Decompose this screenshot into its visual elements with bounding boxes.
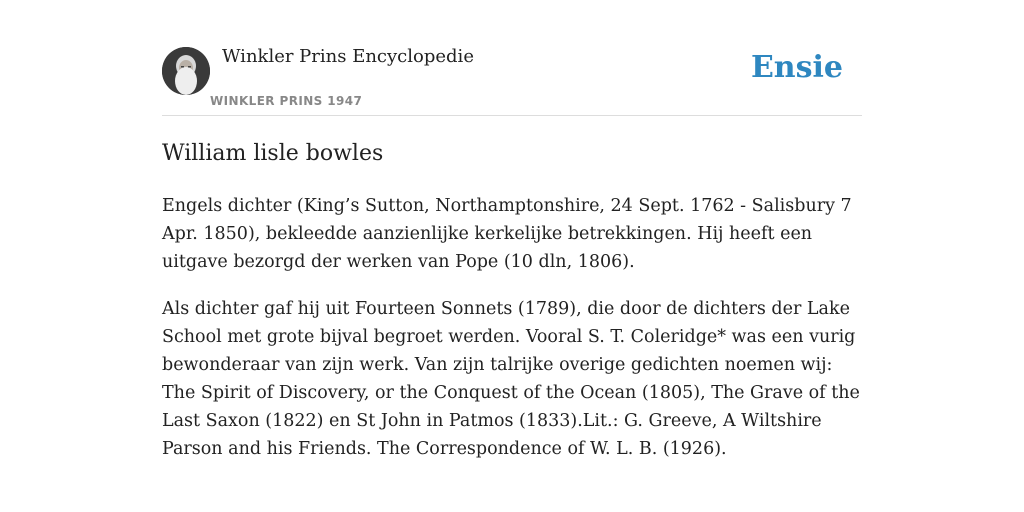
page: [162, 0, 862, 459]
source-subtitle[interactable]: WINKLER PRINS 1947: [210, 94, 363, 108]
bearded-man-portrait-icon: [162, 47, 210, 95]
source-title[interactable]: Winkler Prins Encyclopedie: [222, 46, 474, 67]
brand-logo[interactable]: Ensie: [750, 50, 843, 85]
article-title: William lisle bowles: [162, 141, 384, 166]
article-body: [162, 192, 862, 482]
article-paragraph: Engels dichter (King’s Sutton, Northamptonshire, 24 Sept. 1762 - Salisbury 7 Apr. 1850), bekleedde aanzienlijke kerkelijke betrekkingen. Hij heeft een uitgave bezorgd der werken van Pope (10 dln, 1806).: [162, 196, 852, 272]
article-paragraph: Als dichter gaf hij uit Fourteen Sonnets (1789), die door de dichters der Lake School met grote bijval begroet werden. Vooral S. T. Coleridge* was een vurig bewonderaar van zijn werk. Van zijn talrijke overige gedichten noemen wij: The Spirit of Discovery, or the Conquest of the Ocean (1805), The Grave of the Last Saxon (1822) en St John in Patmos (1833).Lit.: G. Greeve, A Wiltshire Parson and his Friends. The Correspondence of W. L. B. (1926).: [162, 299, 860, 459]
header: [162, 0, 862, 116]
source-avatar[interactable]: [162, 47, 210, 95]
